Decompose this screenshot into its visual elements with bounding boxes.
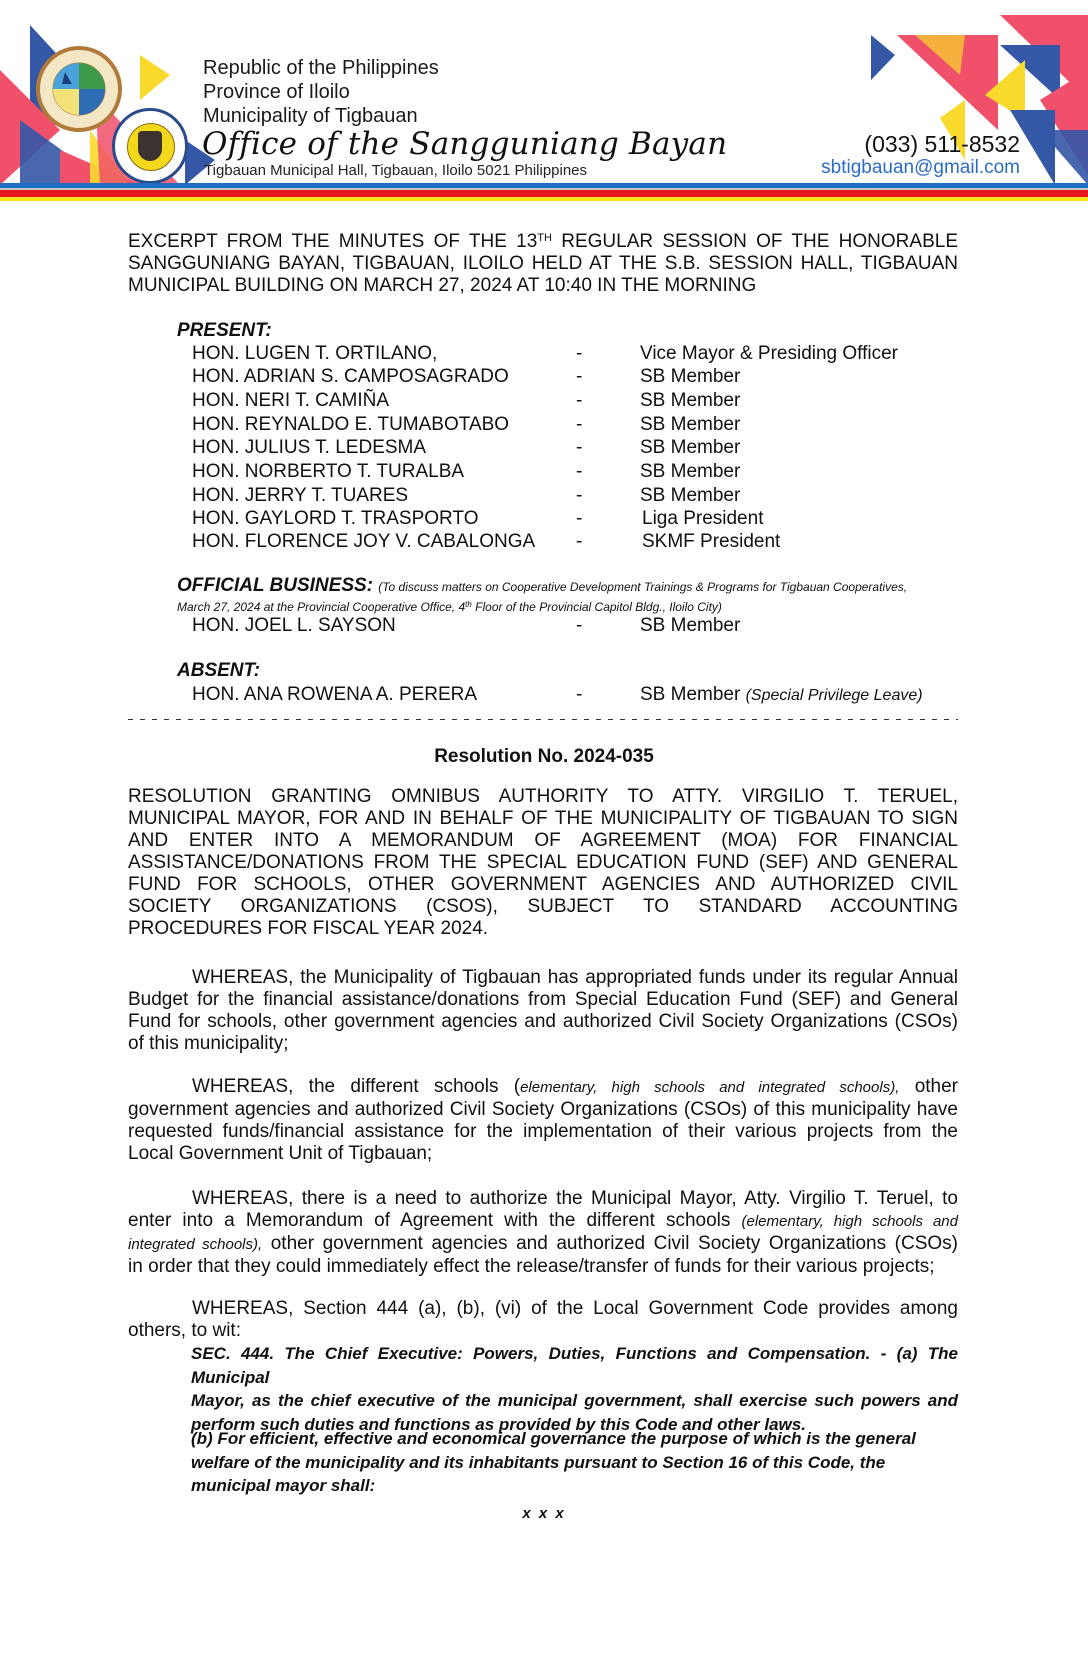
separator: - bbox=[576, 366, 583, 387]
role-text: SB Member bbox=[640, 684, 741, 705]
clause-line: WHEREAS, there is a need to authorize the Municipal Mayor, Atty. Virgilio T. Teruel, to bbox=[192, 1188, 958, 1209]
clause-italic: (elementary, high schools and bbox=[741, 1213, 958, 1230]
excerpt-line-2: SANGGUNIANG BAYAN, TIGBAUAN, ILOILO HELD AT THE S.B. SESSION HALL, TIGBAUAN bbox=[128, 253, 958, 274]
minutes-excerpt-heading bbox=[128, 231, 958, 297]
leave-note: (Special Privilege Leave) bbox=[745, 687, 923, 704]
separator: - bbox=[576, 437, 583, 458]
office-phone: (033) 511-8532 bbox=[864, 131, 1020, 157]
separator: - bbox=[576, 414, 583, 435]
quote-line: welfare of the municipality and its inhabitants pursuant to Section 16 of this Code, the bbox=[191, 1452, 886, 1472]
clause-text: enter into a Memorandum of Agreement with the different schools bbox=[128, 1210, 742, 1231]
whereas-clause-3 bbox=[128, 1188, 958, 1278]
quote-line: (b) For efficient, effective and economical governance the purpose of which is the general bbox=[191, 1429, 916, 1448]
header-stripe-red bbox=[0, 190, 1088, 197]
attendee-role: SB Member bbox=[640, 414, 741, 435]
attendee-role bbox=[640, 683, 923, 708]
attendee-role: SB Member bbox=[640, 390, 741, 411]
attendee-role: SB Member bbox=[640, 437, 741, 458]
title-line: FUND FOR SCHOOLS, OTHER GOVERNMENT AGENCIES AND AUTHORIZED CIVIL bbox=[128, 874, 958, 895]
clause-line: Fund for schools, other government agencies and authorized Civil Society Organizations (CSOs) bbox=[128, 1011, 958, 1032]
attendee-role: Liga President bbox=[642, 508, 764, 529]
seal-emblem-icon bbox=[40, 50, 118, 128]
absent-heading: ABSENT: bbox=[177, 660, 261, 681]
title-line: SOCIETY ORGANIZATIONS (CSOS), SUBJECT TO STANDARD ACCOUNTING bbox=[128, 896, 958, 917]
resolution-title bbox=[128, 786, 958, 940]
note-text: Floor of the Provincial Capitol Bldg., Iloilo City) bbox=[471, 600, 722, 614]
omission-marker: x x x bbox=[522, 1505, 566, 1522]
attendee-row bbox=[192, 484, 952, 508]
title-line: PROCEDURES FOR FISCAL YEAR 2024. bbox=[128, 918, 489, 939]
quote-line: perform such duties and functions as provided by this Code and other laws. bbox=[191, 1414, 806, 1434]
dashed-divider bbox=[128, 719, 958, 720]
separator: - bbox=[576, 485, 583, 506]
official-business-note: (To discuss matters on Cooperative Development Trainings & Programs for Tigbauan Cooperatives, bbox=[378, 580, 908, 594]
header-stripe-yellow bbox=[0, 197, 1088, 201]
ordinal-suffix: TH bbox=[537, 232, 552, 244]
office-address: Tigbauan Municipal Hall, Tigbauan, Iloilo 5021 Philippines bbox=[204, 162, 588, 179]
attendee-name: HON. JERRY T. TUARES bbox=[192, 485, 409, 506]
whereas-clause-1 bbox=[128, 967, 958, 1055]
quoted-section-444-b bbox=[191, 1427, 958, 1498]
attendee-role: SB Member bbox=[640, 615, 741, 636]
separator: - bbox=[576, 508, 583, 529]
attendee-name: HON. NERI T. CAMIÑA bbox=[192, 390, 390, 411]
attendee-name: HON. FLORENCE JOY V. CABALONGA bbox=[192, 531, 536, 552]
separator: - bbox=[576, 684, 583, 705]
note-text: March 27, 2024 at the Provincial Cooperative Office, 4 bbox=[177, 600, 466, 614]
clause-text: other bbox=[899, 1076, 958, 1097]
clause-line: government agencies and authorized Civil Society Organizations (CSOs) of this municipality have bbox=[128, 1099, 958, 1120]
clause-line: in order that they could immediately effect the release/transfer of funds for their various projects; bbox=[128, 1256, 935, 1277]
attendee-name: HON. ANA ROWENA A. PERERA bbox=[192, 684, 478, 705]
letterhead bbox=[0, 0, 1088, 204]
separator: - bbox=[576, 461, 583, 482]
separator: - bbox=[576, 343, 583, 364]
ordinal-suffix: th bbox=[465, 600, 472, 609]
clause-text: other government agencies and authorized Civil Society Organizations (CSOs) bbox=[262, 1233, 959, 1254]
clause-line: Local Government Unit of Tigbauan; bbox=[128, 1143, 433, 1164]
attendee-row bbox=[192, 460, 952, 484]
clause-line bbox=[128, 1076, 958, 1099]
clause-line: requested funds/financial assistance for the implementation of their various projects from the bbox=[128, 1121, 958, 1142]
attendee-row bbox=[192, 413, 952, 437]
attendee-role: SB Member bbox=[640, 366, 741, 387]
attendee-name: HON. NORBERTO T. TURALBA bbox=[192, 461, 465, 482]
attendee-row bbox=[192, 436, 952, 460]
official-business-label: OFFICIAL BUSINESS: bbox=[177, 575, 373, 596]
office-title: Office of the Sangguniang Bayan bbox=[202, 126, 728, 162]
quote-line: Mayor, as the chief executive of the municipal government, shall exercise such powers and bbox=[191, 1391, 958, 1410]
clause-text: WHEREAS, the different schools ( bbox=[192, 1076, 521, 1097]
clause-italic: elementary, high schools and integrated schools), bbox=[520, 1079, 900, 1096]
separator: - bbox=[576, 531, 583, 552]
attendee-name: HON. JULIUS T. LEDESMA bbox=[192, 437, 427, 458]
attendee-row bbox=[192, 683, 952, 707]
present-heading: PRESENT: bbox=[177, 320, 272, 341]
attendee-name: HON. GAYLORD T. TRASPORTO bbox=[192, 508, 479, 529]
clause-line bbox=[128, 1210, 958, 1233]
title-line: ASSISTANCE/DONATIONS FROM THE SPECIAL EDUCATION FUND (SEF) AND GENERAL bbox=[128, 852, 958, 873]
attendee-row bbox=[192, 614, 952, 638]
attendee-name: HON. JOEL L. SAYSON bbox=[192, 615, 396, 636]
clause-line: of this municipality; bbox=[128, 1033, 289, 1054]
header-municipality: Municipality of Tigbauan bbox=[203, 105, 418, 127]
title-line: RESOLUTION GRANTING OMNIBUS AUTHORITY TO ATTY. VIRGILIO T. TERUEL, bbox=[128, 786, 958, 807]
attendee-row bbox=[192, 530, 952, 554]
title-line: AND ENTER INTO A MEMORANDUM OF AGREEMENT (MOA) FOR FINANCIAL bbox=[128, 830, 958, 851]
resolution-number: Resolution No. 2024-035 bbox=[434, 746, 654, 767]
excerpt-line-1: EXCERPT FROM THE MINUTES OF THE 13 bbox=[128, 231, 538, 252]
title-line: MUNICIPAL MAYOR, FOR AND IN BEHALF OF THE MUNICIPALITY OF TIGBAUAN TO SIGN bbox=[128, 808, 958, 829]
quote-line: SEC. 444. The Chief Executive: Powers, Duties, Functions and Compensation. - (a) The Municipal bbox=[191, 1344, 958, 1387]
whereas-clause-4 bbox=[128, 1298, 958, 1342]
header-province: Province of Iloilo bbox=[203, 81, 350, 103]
attendee-name: HON. ADRIAN S. CAMPOSAGRADO bbox=[192, 366, 509, 387]
official-business-note-cont bbox=[177, 600, 722, 614]
separator: - bbox=[576, 615, 583, 636]
attendee-row bbox=[192, 342, 952, 366]
whereas-clause-2 bbox=[128, 1076, 958, 1165]
sangguniang-bayan-seal-logo bbox=[112, 108, 188, 184]
attendee-row bbox=[192, 507, 952, 531]
quoted-section-444-a bbox=[191, 1342, 958, 1436]
attendee-role: SB Member bbox=[640, 485, 741, 506]
clause-line: Budget for the financial assistance/donations from Special Education Fund (SEF) and General bbox=[128, 989, 958, 1010]
header-country: Republic of the Philippines bbox=[203, 57, 439, 79]
excerpt-line-1-cont: REGULAR SESSION OF THE HONORABLE bbox=[551, 231, 958, 252]
office-email[interactable]: sbtigbauan@gmail.com bbox=[821, 157, 1020, 178]
clause-italic: integrated schools), bbox=[128, 1236, 263, 1253]
municipality-seal-logo bbox=[36, 46, 122, 132]
official-business-heading bbox=[177, 575, 907, 597]
separator: - bbox=[576, 390, 583, 411]
clause-line bbox=[128, 1233, 958, 1256]
clause-line: WHEREAS, the Municipality of Tigbauan has appropriated funds under its regular Annual bbox=[192, 967, 958, 988]
clause-line: WHEREAS, Section 444 (a), (b), (vi) of the Local Government Code provides among bbox=[192, 1298, 958, 1319]
attendee-row bbox=[192, 365, 952, 389]
attendee-role: SKMF President bbox=[642, 531, 781, 552]
attendee-row bbox=[192, 389, 952, 413]
attendee-role: Vice Mayor & Presiding Officer bbox=[640, 343, 899, 364]
attendee-name: HON. LUGEN T. ORTILANO, bbox=[192, 343, 438, 364]
attendee-name: HON. REYNALDO E. TUMABOTABO bbox=[192, 414, 510, 435]
excerpt-line-3: MUNICIPAL BUILDING ON MARCH 27, 2024 AT 10:40 IN THE MORNING bbox=[128, 275, 757, 296]
quote-line: municipal mayor shall: bbox=[191, 1476, 376, 1495]
attendee-role: SB Member bbox=[640, 461, 741, 482]
clause-line: others, to wit: bbox=[128, 1320, 241, 1341]
